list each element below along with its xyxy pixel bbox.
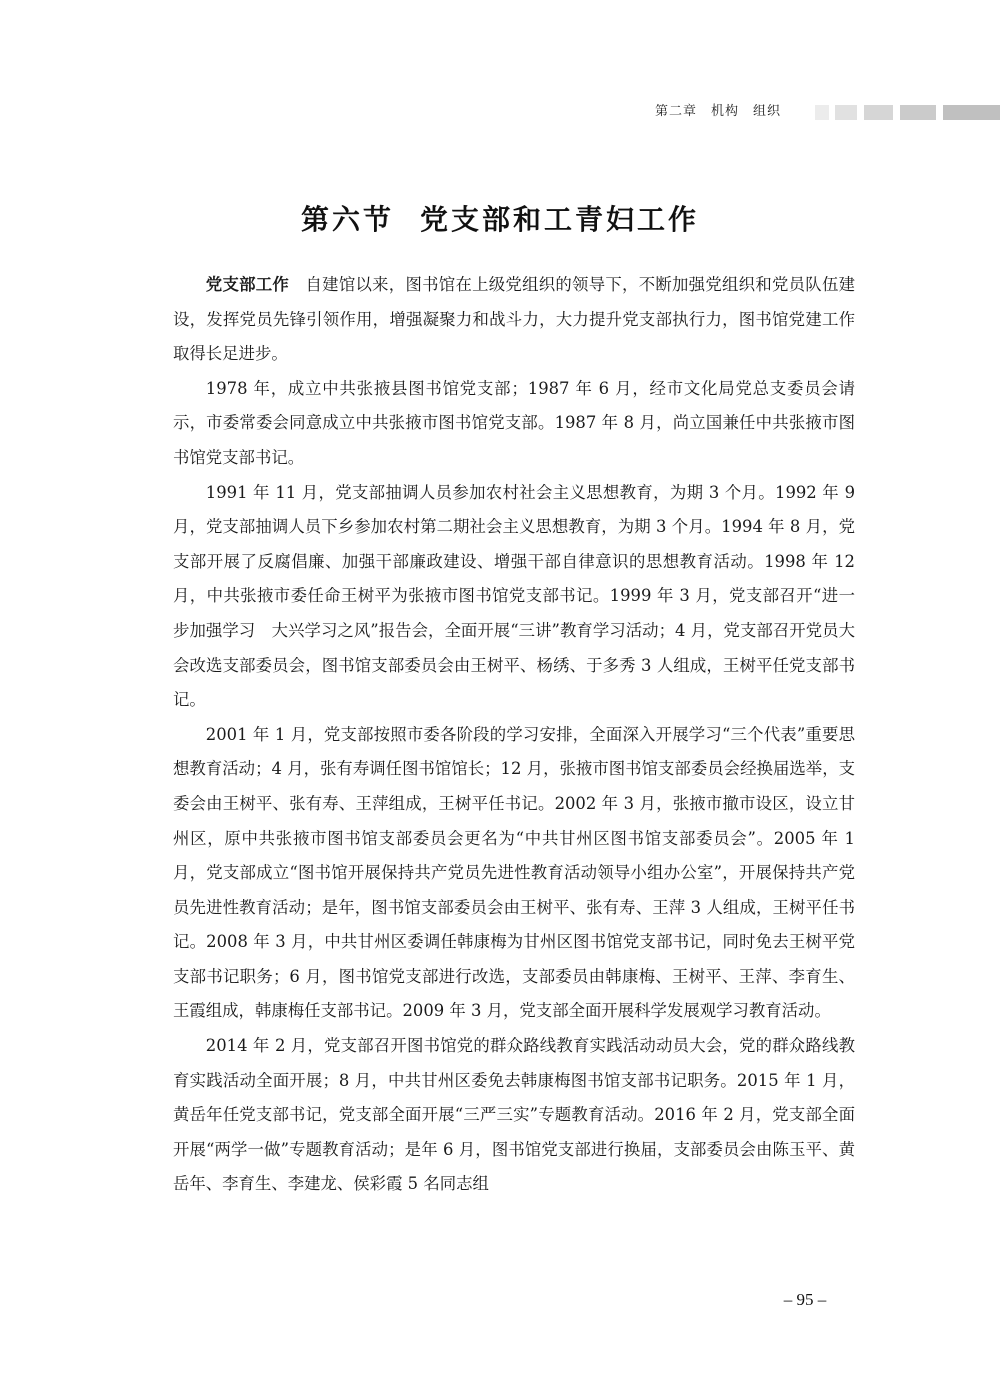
paragraph: 2001 年 1 月，党支部按照市委各阶段的学习安排，全面深入开展学习“三个代表”重要思想教育活动；4 月，张有寿调任图书馆馆长；12 月，张掖市图书馆支部委员会经换届选举，支委会由王树平、张有寿、王萍组成，王树平任书记。2002 年 3 月，张掖市撤市设区，设立甘州区，原中共张掖市图书馆支部委员会更名为“中共甘州区图书馆支部委员会”。2005 年 1 月，党支部成立“图书馆开展保持共产党员先进性教育活动领导小组办公室”，开展保持共产党员先进性教育活动；是年，图书馆支部委员会由王树平、张有寿、王萍 3 人组成，王树平任书记。2008 年 3 月，中共甘州区委调任韩康梅为甘州区图书馆党支部书记，同时免去王树平党支部书记职务；6 月，图书馆党支部进行改选，支部委员由韩康梅、王树平、王萍、李育生、王霞组成，韩康梅任支部书记。2009 年 3 月，党支部全面开展科学发展观学习教育活动。 — [173, 724, 855, 1021]
running-header — [655, 101, 1000, 123]
paragraph-text: 自建馆以来，图书馆在上级党组织的领导下，不断加强党组织和党员队伍建设，发挥党员先锋引领作用，增强凝聚力和战斗力，大力提升党支部执行力，图书馆党建工作取得长足进步。 — [173, 275, 856, 364]
header-bar-4 — [900, 105, 936, 120]
chapter-title: 第二章 机构 组织 — [655, 104, 782, 119]
paragraph: 1991 年 11 月，党支部抽调人员参加农村社会主义思想教育，为期 3 个月。1992 年 9 月，党支部抽调人员下乡参加农村第二期社会主义思想教育，为期 3 个月。1994 年 8 月，党支部开展了反腐倡廉、加强干部廉政建设、增强干部自律意识的思想教育活动。1998 年 12 月，中共张掖市委任命王树平为张掖市图书馆党支部书记。1999 年 3 月，党支部召开“进一步加强学习 大兴学习之风”报告会，全面开展“三讲”教育学习活动；4 月，党支部召开党员大会改选支部委员会，图书馆支部委员会由王树平、杨绣、于多秀 3 人组成，王树平任党支部书记。 — [173, 482, 855, 710]
section-title — [0, 198, 1000, 242]
paragraph-lead: 党支部工作 — [205, 275, 290, 294]
header-bar-1 — [815, 105, 829, 120]
body-text — [173, 268, 855, 1202]
section-heading: 党支部和工青妇工作 — [420, 203, 700, 236]
paragraph — [173, 268, 855, 372]
header-bar-5 — [943, 105, 1000, 120]
header-bar-3 — [864, 105, 893, 120]
paragraph: 1978 年，成立中共张掖县图书馆党支部；1987 年 6 月，经市文化局党总支委员会请示，市委常委会同意成立中共张掖市图书馆党支部。1987 年 8 月，尚立国兼任中共张掖市图书馆党支部书记。 — [173, 378, 855, 467]
paragraph: 2014 年 2 月，党支部召开图书馆党的群众路线教育实践活动动员大会，党的群众路线教育实践活动全面开展；8 月，中共甘州区委免去韩康梅图书馆支部书记职务。2015 年 1 月，黄岳年任党支部书记，党支部全面开展“三严三实”专题教育活动。2016 年 2 月，党支部全面开展“两学一做”专题教育活动；是年 6 月，图书馆党支部进行换届，支部委员会由陈玉平、黄岳年、李育生、李建龙、侯彩霞 5 名同志组 — [173, 1036, 855, 1194]
section-number: 第六节 — [300, 203, 394, 236]
header-bar-2 — [835, 105, 857, 120]
page-number: – 95 – — [783, 1290, 827, 1309]
